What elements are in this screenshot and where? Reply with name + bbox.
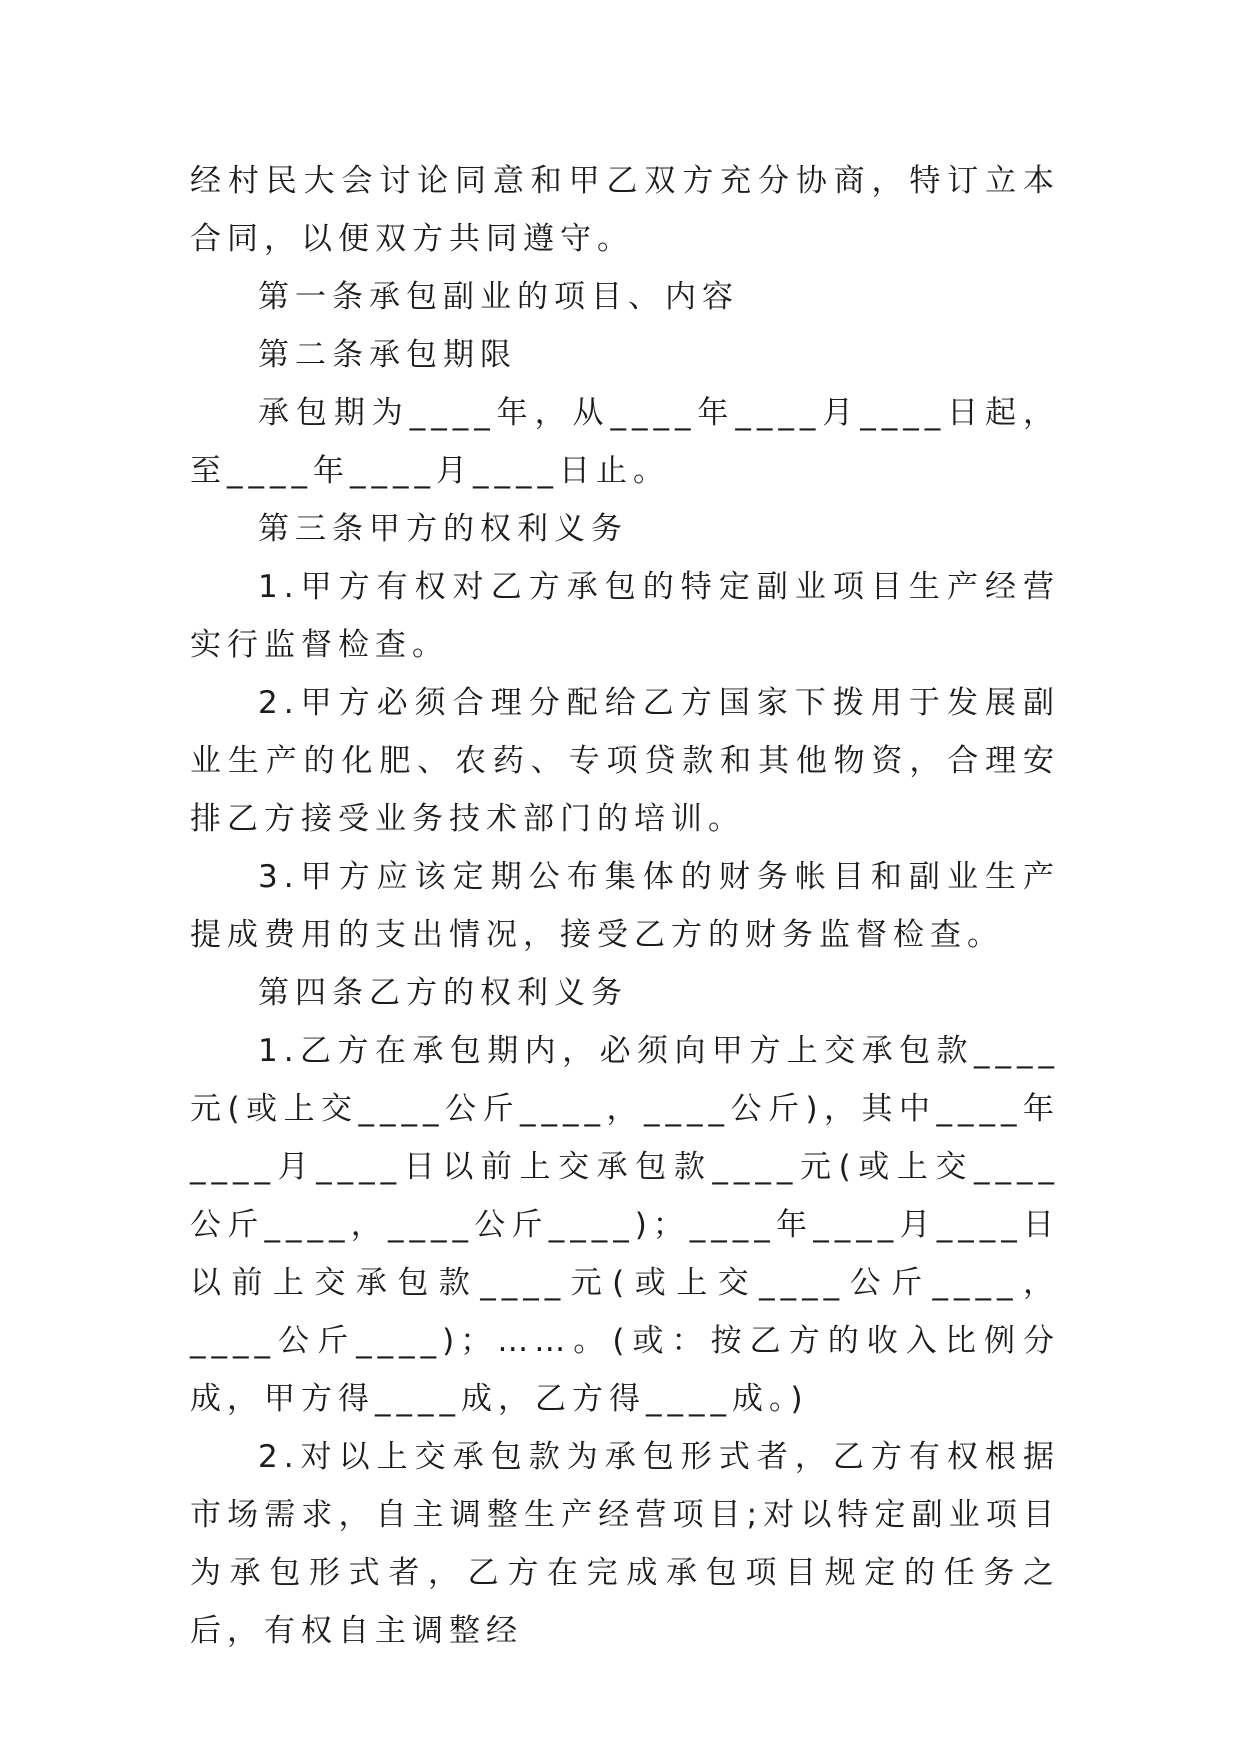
heading-article-2: 第二条承包期限 — [258, 337, 517, 373]
heading-article-1: 第一条承包副业的项目、内容 — [258, 279, 739, 315]
paragraph-party-a-clause-3: 3.甲方应该定期公布集体的财务帐目和副业生产提成费用的支出情况，接受乙方的财务监督检查。 — [190, 859, 1060, 953]
paragraph-party-a-clause-1: 1.甲方有权对乙方承包的特定副业项目生产经营实行监督检查。 — [190, 569, 1060, 663]
paragraph-party-b-clause-2: 2.对以上交承包款为承包形式者，乙方有权根据市场需求，自主调整生产经营项目;对以特定副业项目为承包形式者，乙方在完成承包项目规定的任务之后，有权自主调整经 — [190, 1439, 1060, 1649]
paragraph-party-a-clause-2: 2.甲方必须合理分配给乙方国家下拨用于发展副业生产的化肥、农药、专项贷款和其他物资，合理安排乙方接受业务技术部门的培训。 — [190, 685, 1060, 837]
paragraph-contract-term: 承包期为____年，从____年____月____日起，至____年____月____日止。 — [190, 395, 1060, 489]
heading-article-4: 第四条乙方的权利义务 — [258, 975, 628, 1011]
heading-article-3: 第三条甲方的权利义务 — [258, 511, 628, 547]
contract-body — [190, 152, 1060, 1660]
paragraph-preamble: 经村民大会讨论同意和甲乙双方充分协商，特订立本合同，以便双方共同遵守。 — [190, 163, 1060, 257]
paragraph-party-b-clause-1: 1.乙方在承包期内，必须向甲方上交承包款____元(或上交____公斤____，____公斤)，其中____年____月____日以前上交承包款____元(或上交____公斤____，____公斤____)；____年____月____日以前上交承包款____元(或上交____公斤____，____公斤____)；……。(或：按乙方的收入比例分成，甲方得____成，乙方得____成。) — [190, 1033, 1060, 1417]
